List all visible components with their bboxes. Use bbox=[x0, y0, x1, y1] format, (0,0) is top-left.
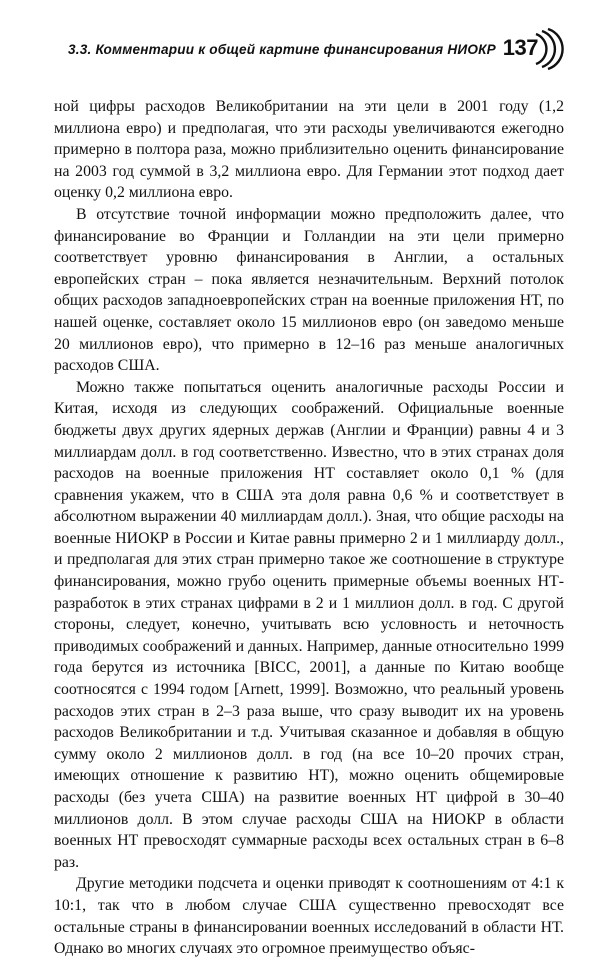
paragraph-continuation: ной цифры расходов Великобритании на эти цели в 2001 году (1,2 миллиона евро) и предполагая, что эти расходы увеличиваются ежегодно примерно в полтора раза, можно приблизительно оценить финансирование на 2003 год суммой в 3,2 миллиона евро. Для Германии этот подход дает оценку 0,2 миллиона евро. bbox=[54, 98, 564, 202]
paragraph-russia-china: Можно также попытаться оценить аналогичные расходы России и Китая, исходя из следующих соображений. Официальные военные бюджеты двух других ядерных держав (Англии и Франции) равны 4 и 3 миллиардам долл. в год соответственно. Известно, что в этих странах доля расходов на военные приложения НТ составляет около 0,1 % (для сравнения укажем, что в США эта доля равна 0,6 % и соответствует в абсолютном выражении 40 миллиардам долл.). Зная, что общие расходы на военные НИОКР в России и Китае равны примерно 2 и 1 миллиарду долл., и предполагая для этих стран примерно такое же соотношение в структуре финансирования, можно грубо оценить примерные объемы военных НТ-разработок в этих странах цифрами в 2 и 1 миллион долл. в год. С другой стороны, следует, конечно, учитывать всю условность и неточность приводимых соображений и данных. Например, данные относительно 1999 года берутся из источника [BICC, 2001], а данные по Китаю вообще соотносятся с 1994 годом [Arnett, 1999]. Возможно, что реальный уровень расходов этих стран в 2–3 раза выше, что сразу выводит их на уровень расходов Великобритании и т.д. Учитывая сказанное и добавляя в общую сумму около 2 миллионов долл. в год (на все 10–20 прочих стран, имеющих отношение к развитию НТ), можно оценить общемировые расходы (без учета США) на развитие военных НТ цифрой в 30–40 миллионов долл. В этом случае расходы США на НИОКР в области военных НТ превосходят суммарные расходы всех остальных стран в 6–8 раз. bbox=[54, 378, 564, 871]
paragraph-other-methods: Другие методики подсчета и оценки приводят к соотношениям от 4:1 к 10:1, так что в любом случае США существенно превосходят все остальные страны в финансировании военных исследований в области НТ. Однако во многих случаях это огромное преимущество объяс- bbox=[54, 875, 564, 958]
page-arcs-icon bbox=[530, 28, 570, 70]
running-title: 3.3. Комментарии к общей картине финансирования НИОКР bbox=[68, 42, 496, 57]
page-number: 137 bbox=[502, 35, 538, 60]
paragraph-western-europe: В отсутствие точной информации можно предположить далее, что финансирование во Франции и Голландии на эти цели примерно соответствует уровню финансирования в Англии, а остальных европейских стран – пока является незначительным. Верхний потолок общих расходов западноевропейских стран на военные приложения НТ, по нашей оценке, составляет около 15 миллионов евро (он заведомо меньше 20 миллионов евро), что примерно в 12–16 раз меньше аналогичных расходов США. bbox=[54, 205, 564, 375]
running-head bbox=[54, 26, 564, 66]
page-number-mark bbox=[502, 26, 572, 72]
body-text bbox=[54, 96, 564, 960]
